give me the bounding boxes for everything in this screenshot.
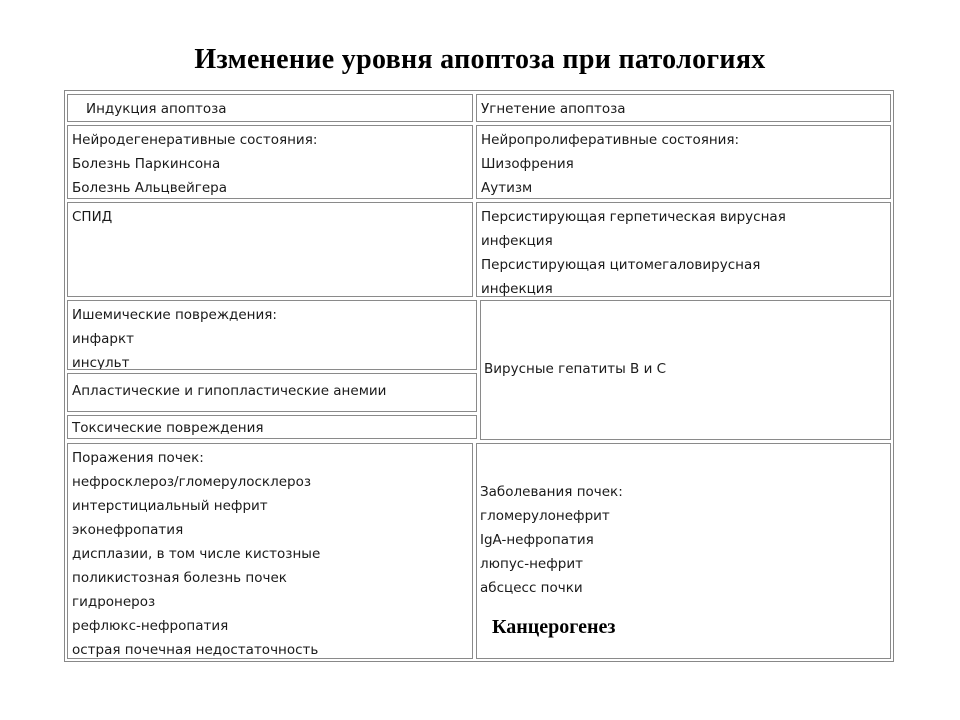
list-item: Нейропролиферативные состояния:	[481, 132, 740, 148]
list-item: люпус-нефрит	[480, 556, 583, 572]
page-title: Изменение уровня апоптоза при патологиях	[194, 44, 766, 75]
list-item: Нейродегенеративные состояния:	[72, 132, 318, 148]
list-item: Токсические повреждения	[72, 420, 264, 436]
list-item: Персистирующая цитомегаловирусная	[481, 257, 761, 273]
header-label-induction: Индукция апоптоза	[86, 101, 227, 117]
header-label-suppression: Угнетение апоптоза	[481, 101, 626, 117]
table-row-1-right	[476, 125, 891, 199]
header-cell-induction	[67, 94, 473, 122]
list-item: нефросклероз/гломерулосклероз	[72, 474, 312, 490]
list-item: Болезнь Альцвейгера	[72, 180, 227, 196]
list-item: Апластические и гипопластические анемии	[72, 383, 387, 399]
list-item: инфаркт	[72, 331, 135, 347]
list-item: Ишемические повреждения:	[72, 307, 277, 323]
list-item: интерстициальный нефрит	[72, 498, 268, 514]
list-item: Болезнь Паркинсона	[72, 156, 221, 172]
header-cell-suppression	[476, 94, 891, 122]
carcinogenesis-label: Канцерогенез	[492, 616, 616, 638]
list-item: Поражения почек:	[72, 450, 204, 466]
list-item: Вирусные гепатиты В и С	[484, 361, 667, 377]
list-item: инфекция	[481, 233, 553, 249]
table-row-3-left-anemia	[67, 373, 477, 412]
list-item: инфекция	[481, 281, 553, 297]
table-row-2-left	[67, 202, 473, 297]
list-item: IgA-нефропатия	[480, 532, 594, 548]
list-item: абсцесс почки	[480, 580, 583, 596]
list-item: дисплазии, в том числе кистозные	[72, 546, 321, 562]
list-item: рефлюкс-нефропатия	[72, 618, 229, 634]
list-item: Персистирующая герпетическая вирусная	[481, 209, 786, 225]
list-item: Аутизм	[481, 180, 533, 196]
list-item: Заболевания почек:	[480, 484, 623, 500]
table-row-1-left	[67, 125, 473, 199]
list-item: гидронероз	[72, 594, 156, 610]
list-item: эконефропатия	[72, 522, 184, 538]
list-item: острая почечная недостаточность	[72, 642, 319, 658]
list-item: поликистозная болезнь почек	[72, 570, 287, 586]
list-item: инсульт	[72, 355, 130, 370]
table-row-3-left-ischemic	[67, 300, 477, 370]
table-row-2-right	[476, 202, 891, 297]
table-row-3-right	[480, 300, 891, 440]
list-item: гломерулонефрит	[480, 508, 610, 524]
table-row-4-left	[67, 443, 473, 659]
table-row-3-left-toxic	[67, 415, 477, 439]
list-item: Шизофрения	[481, 156, 574, 172]
list-item: СПИД	[72, 209, 113, 225]
